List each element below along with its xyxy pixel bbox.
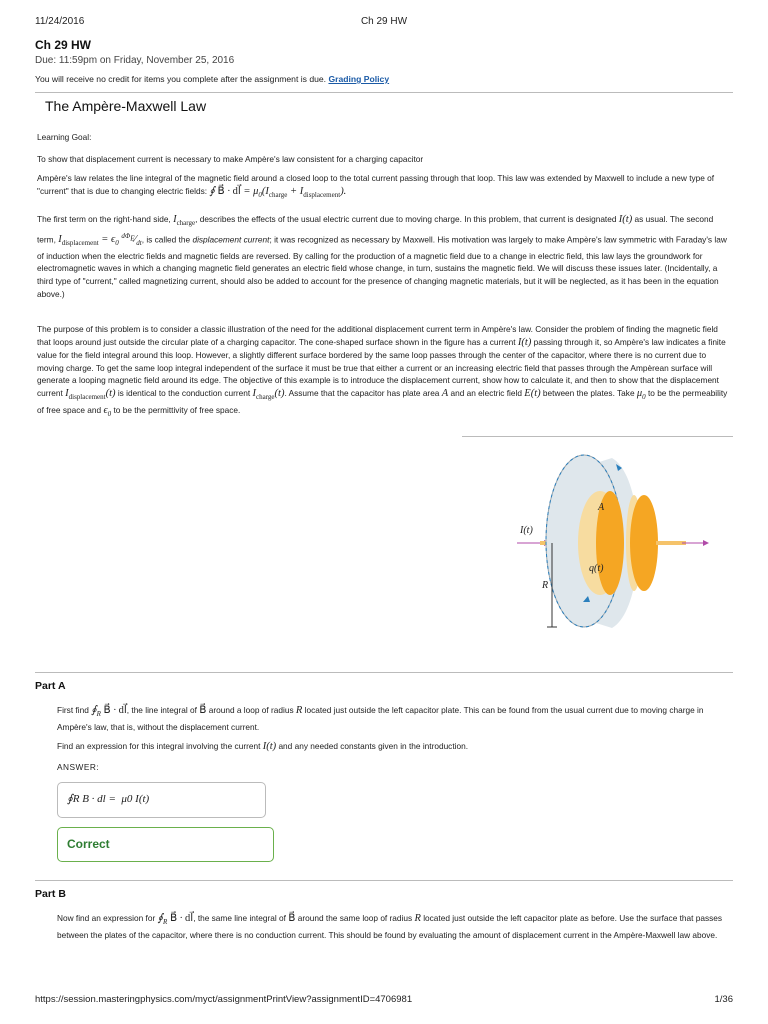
area-symbol: A: [441, 387, 449, 399]
part-a-text-2a: Find an expression for this integral involving the current: [57, 741, 261, 751]
part-a-text-1b: , the line integral of: [126, 705, 197, 715]
answer-label: ANSWER:: [57, 762, 100, 772]
i-charge-t-symbol: $I_{charge}(t)$: [252, 387, 285, 402]
page-number: 1/36: [714, 994, 733, 1005]
divider: [35, 92, 733, 93]
i-of-t-symbol: I(t): [517, 336, 532, 348]
right-lead-wire: [656, 541, 686, 545]
radius-symbol: R: [414, 913, 421, 924]
b-vector-symbol: B⃗: [199, 705, 207, 716]
grading-policy-link[interactable]: Grading Policy: [328, 74, 390, 84]
correct-feedback: [57, 827, 274, 862]
problem-title: The Ampère-Maxwell Law: [45, 98, 207, 114]
p2-emphasis: displacement current: [192, 234, 270, 245]
part-b-text-a: Now find an expression for: [57, 913, 156, 923]
part-a-text-1c: around a loop of radius: [208, 705, 294, 715]
p3-text-f: between the plates. Take: [542, 387, 635, 398]
part-a-divider: [35, 672, 733, 673]
credit-notice: [35, 74, 389, 84]
p2-text-d: , is called the: [141, 234, 191, 245]
i-of-t-symbol: I(t): [618, 214, 633, 225]
label-current: I(t): [520, 525, 533, 536]
capacitor-figure: [462, 438, 732, 660]
due-date: Due: 11:59pm on Friday, November 25, 2016: [35, 55, 235, 66]
figure-top-rule: [462, 436, 733, 437]
print-title: Ch 29 HW: [360, 16, 408, 27]
current-arrowhead-right: [703, 540, 709, 546]
radius-symbol: R: [295, 705, 303, 716]
mu0-symbol: $\mu_0$: [636, 387, 646, 402]
learning-goal-label: Learning Goal:: [37, 132, 92, 142]
answer-lhs: ∮R B · dl =: [67, 793, 116, 805]
p3-text-c: is identical to the conduction current: [117, 387, 251, 398]
answer-value: μ0 I(t): [121, 793, 150, 805]
loop-integral-symbol: $∮_R$ B⃗ · dl⃗: [157, 913, 194, 927]
p2-text-a: The first term on the right-hand side,: [37, 214, 171, 224]
p3-text-g: to be the permeability of free space and: [37, 387, 728, 415]
print-date: 11/24/2016: [35, 16, 85, 27]
p2-text-b: , describes the effects of the usual electric current due to moving charge. In this problem, that current is designated: [195, 214, 617, 224]
i-of-t-symbol: I(t): [262, 741, 277, 752]
part-b-text-c: around the same loop of radius: [297, 913, 413, 923]
paragraph-displacement-current: [37, 213, 732, 300]
assignment-title: Ch 29 HW: [35, 38, 92, 52]
paragraph-ampere-law: [37, 172, 732, 201]
correct-label: Correct: [67, 837, 110, 851]
part-a-label: Part A: [35, 680, 66, 692]
answer-box: [57, 782, 266, 818]
ampere-maxwell-equation: ∮ B⃗ · dl⃗ = $\mu_0(I_{charge} + I_{displacement})$.: [209, 185, 347, 199]
part-b-divider: [35, 880, 733, 881]
part-a-text-1a: First find: [57, 705, 89, 715]
i-displacement-t-symbol: $I_{displacement}(t)$: [65, 387, 116, 402]
p3-text-h: to be the permittivity of free space.: [113, 404, 241, 415]
i-displacement-equation: $I_{displacement} = \epsilon_0$ $^{d\Phi_E}⁄_{dt}$: [58, 231, 142, 248]
part-a-text-2: [57, 740, 732, 754]
p3-text-e: and an electric field: [450, 387, 522, 398]
label-charge: q(t): [589, 563, 604, 574]
loop-integral-symbol: $∮_R$ B⃗ · dl⃗: [91, 705, 127, 719]
label-area: A: [598, 502, 605, 513]
e-field-symbol: E(t): [524, 387, 541, 399]
part-b-text: [57, 912, 732, 941]
b-vector-symbol: B⃗: [288, 913, 296, 924]
paragraph-purpose: [37, 323, 732, 420]
part-b-text-b: , the same line integral of: [193, 913, 286, 923]
p3-text-d: . Assume that the capacitor has plate area: [284, 387, 440, 398]
part-b-label: Part B: [35, 888, 66, 900]
p3-text-a: The purpose of this problem is to consider a classic illustration of the need for the additional displacement current term in Ampère's law. Consider the problem of finding the magnetic field that loops around just outside the circular plate of a charging capacitor. The cone-shaped surface shown in the figure has a current: [37, 324, 718, 347]
answer-expression: [67, 792, 149, 805]
p3-text-b: passing through it, so Ampère's law indicates a finite value for the field integral around this loop. However, a slightly different surface bordered by the same loop passes through the center of the capacitor, where there is no current due to moving charge. To get the same loop integral independent of the surface it must be true that either a current or an increasing electric field that passes through the Ampèrean surface will generate a looping magnetic field around its edge. The objective of this example is to introduce the displacement current, show how to calculate it, and then to show that the displacement current: [37, 336, 726, 398]
p2-text-e: ; it was recognized as necessary by Maxwell. His motivation was largely to make Ampère's law symmetric with Faraday's law of induction when the electric fields and magnetic fields are reversed. By calling for the production of a magnetic field due to a change in electric field, this law lays the groundwork for electromagnetic waves in which a changing magnetic field generates an electric field whose change, in turn, sustains the magnetic field. We will discuss these issues later. (Incidentally, a third type of "current," called magnetizing current, should also be added to account for the presence of changing magnetic materials, but it will be neglected, as it has been in the equation above.): [37, 234, 727, 299]
part-a-text-1: [57, 704, 732, 733]
part-a-text-2b: and any needed constants given in the introduction.: [278, 741, 469, 751]
label-radius: R: [542, 580, 549, 591]
p2-text-c: as usual. The second term,: [37, 214, 714, 245]
p1-text: Ampère's law relates the line integral of the magnetic field around a closed loop to the total current passing through that loop. This law was extended by Maxwell to include a new type of "current" that is due to changing electric fields:: [37, 173, 715, 196]
i-charge-symbol: $I_{charge}$: [173, 214, 196, 228]
credit-notice-text: You will receive no credit for items you complete after the assignment is due.: [35, 74, 327, 84]
page-url: https://session.masteringphysics.com/myct/assignmentPrintView?assignmentID=4706981: [35, 994, 413, 1005]
part-a-text-1d: located just outside the left capacitor plate. This can be found from the usual current due to moving charge in Ampère's law, that is, without the displacement current.: [57, 705, 704, 732]
part-b-text-d: located just outside the left capacitor plate as before. Use the surface that passes between the plates of the capacitor, where there is no conduction current. This should be found by evaluating the amount of displacement current in the Ampère-Maxwell law above.: [57, 913, 723, 940]
right-plate: [630, 495, 658, 591]
learning-goal: To show that displacement current is necessary to make Ampère's law consistent for a charging capacitor: [37, 154, 424, 164]
eps0-symbol: $\epsilon_0$: [103, 404, 112, 418]
